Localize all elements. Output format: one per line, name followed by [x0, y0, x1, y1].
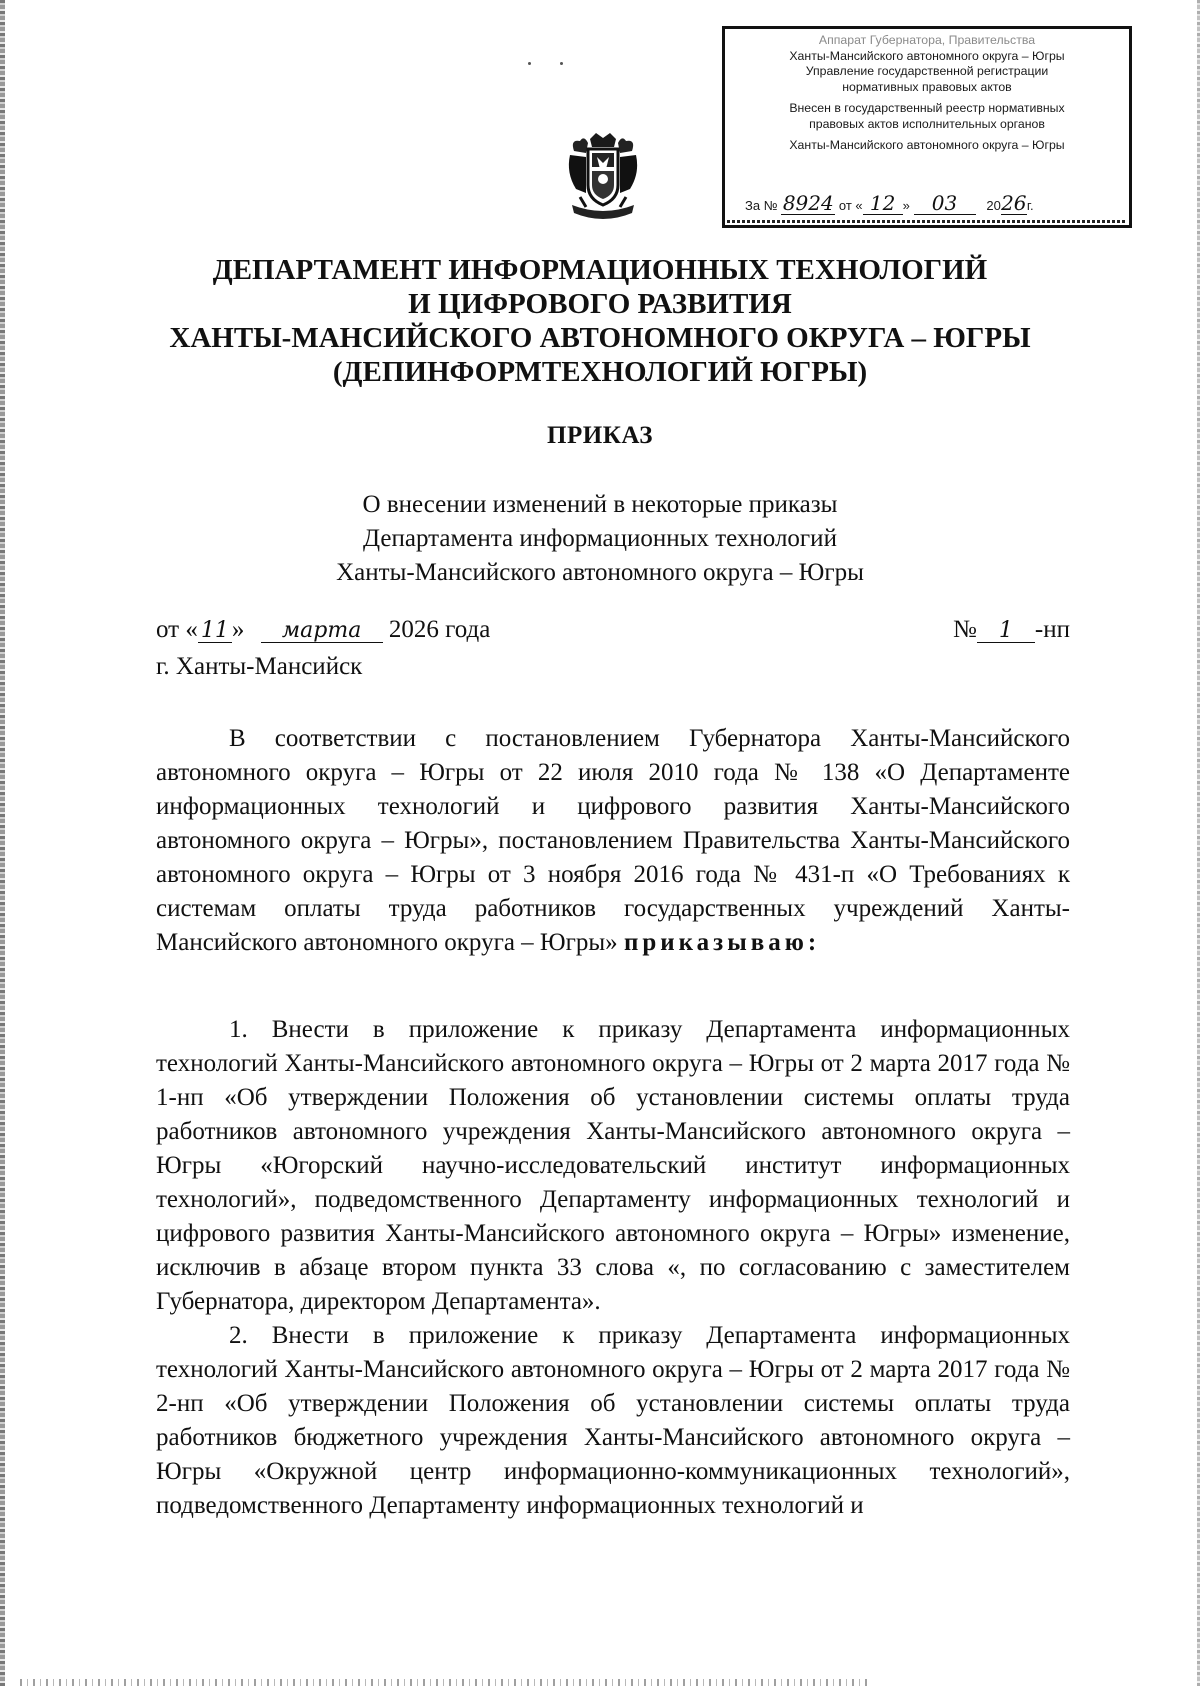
org-line: ХАНТЫ-МАНСИЙСКОГО АВТОНОМНОГО ОКРУГА – ЮГРЫ: [169, 322, 1031, 354]
coat-of-arms-emblem: [566, 133, 640, 223]
date-year: 2026 года: [388, 616, 491, 643]
subject-line: Департамента информационных технологий: [363, 525, 837, 552]
order-word: приказываю:: [623, 929, 821, 956]
date-month-handwritten: марта: [261, 620, 383, 643]
number-handwritten: 1: [977, 620, 1035, 643]
document-subject: [0, 488, 1200, 590]
date-mid: »: [231, 616, 245, 643]
stamp-line: Внесен в государственный реестр нормативных: [789, 101, 1065, 115]
document-type-title: ПРИКАЗ: [547, 422, 653, 449]
scan-edge-bottom: [20, 1679, 870, 1686]
scan-speck: [560, 62, 563, 65]
stamp-reg-mid: »: [902, 198, 910, 213]
stamp-reg-day: 12: [863, 192, 903, 215]
stamp-bottom-rule: [727, 220, 1127, 223]
order-item-2: 2. Внести в приложение к приказу Департамента информационных технологий Ханты-Мансийского автономного округа – Югры от 2 марта 2017 года № 2-нп «Об утверждении Положения об установлении системы оплаты труда работников бюджетного учреждения Ханты-Мансийского автономного округа – Югры «Окружной центр информационно-коммуникационных технологий», подведомственного Департаменту информационных технологий и: [156, 1322, 1070, 1519]
stamp-line: Управление государственной регистрации: [805, 64, 1049, 78]
order-date: [156, 616, 490, 644]
stamp-line: Аппарат Губернатора, Правительства: [818, 33, 1036, 47]
order-number: [953, 616, 1070, 644]
number-prefix: №: [953, 616, 977, 643]
date-day-handwritten: 11: [198, 620, 232, 643]
stamp-registration-line: [745, 192, 1034, 215]
stamp-reg-year-prefix: 20: [986, 198, 1001, 213]
subject-line: О внесении изменений в некоторые приказы: [362, 491, 838, 518]
registration-stamp: [722, 26, 1132, 228]
scan-speck: [528, 62, 531, 65]
org-line: ДЕПАРТАМЕНТ ИНФОРМАЦИОННЫХ ТЕХНОЛОГИЙ: [212, 254, 988, 286]
preamble-text: В соответствии с постановлением Губернатора Ханты-Мансийского автономного округа – Югры от 22 июля 2010 года № 138 «О Департаменте информационных технологий и цифрового развития Ханты-Мансийского автономного округа – Югры», постановлением Правительства Ханты-Мансийского автономного округа – Югры от 3 ноября 2016 года № 431-п «О Требованиях к системам оплаты труда работников государственных учреждений Ханты-Мансийского автономного округа – Югры»: [156, 725, 1070, 956]
stamp-line: Ханты-Мансийского автономного округа – Югры: [789, 138, 1065, 152]
org-line: (ДЕПИНФОРМТЕХНОЛОГИЙ ЮГРЫ): [332, 356, 868, 388]
preamble-paragraph: [156, 722, 1070, 960]
stamp-line: нормативных правовых актов: [842, 79, 1012, 94]
stamp-line: Ханты-Мансийского автономного округа – Югры: [789, 48, 1065, 63]
stamp-line: правовых актов исполнительных органов: [809, 116, 1045, 131]
stamp-reg-end: г.: [1026, 198, 1034, 213]
stamp-reg-from: от «: [838, 198, 863, 213]
stamp-reg-month: 03: [914, 192, 976, 215]
order-city: г. Ханты-Мансийск: [156, 653, 363, 680]
date-prefix: от «: [156, 616, 198, 643]
order-items: [156, 1013, 1070, 1523]
subject-line: Ханты-Мансийского автономного округа – Югры: [336, 559, 864, 586]
order-item-1: 1. Внести в приложение к приказу Департамента информационных технологий Ханты-Мансийского автономного округа – Югры от 2 марта 2017 года № 1-нп «Об утверждении Положения об установлении системы оплаты труда работников автономного учреждения Ханты-Мансийского автономного округа – Югры «Югорский научно-исследовательский институт информационных технологий», подведомственного Департаменту информационных технологий и цифрового развития Ханты-Мансийского автономного округа – Югры» изменение, исключив в абзаце втором пункта 33 слова «, по согласованию с заместителем Губернатора, директором Департамента».: [156, 1016, 1070, 1315]
number-suffix: -нп: [1034, 616, 1070, 643]
stamp-reg-prefix: За №: [745, 198, 778, 213]
organization-header: [0, 253, 1200, 389]
org-line: И ЦИФРОВОГО РАЗВИТИЯ: [408, 288, 792, 320]
stamp-reg-year: 26: [1001, 191, 1027, 215]
stamp-reg-number: 8924: [782, 191, 834, 215]
